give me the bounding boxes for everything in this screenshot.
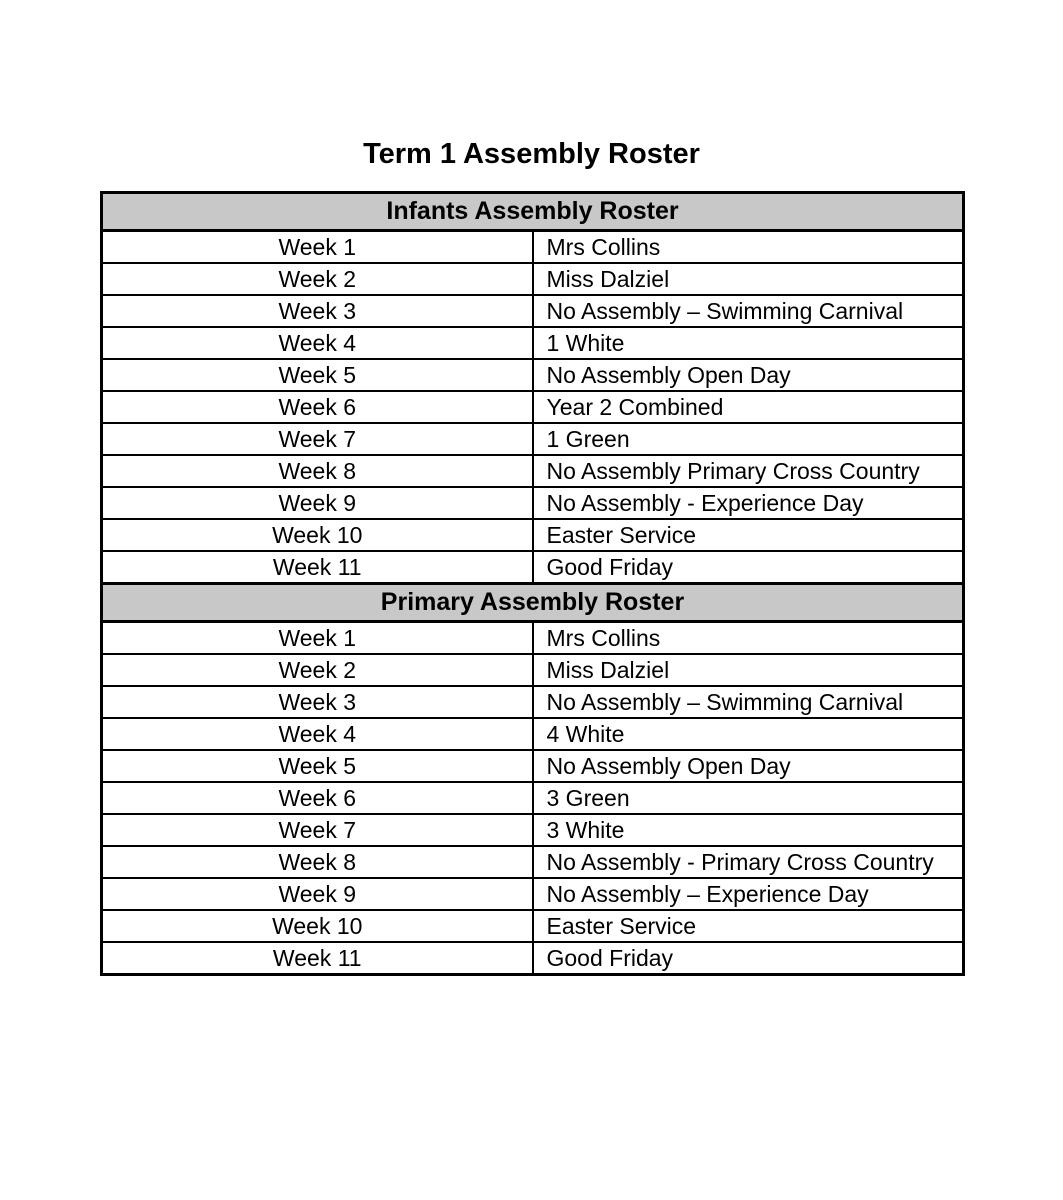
table-row	[102, 846, 964, 878]
week-cell: Week 10	[102, 519, 533, 551]
event-cell: Easter Service	[533, 519, 964, 551]
week-cell: Week 5	[102, 750, 533, 782]
event-cell: Year 2 Combined	[533, 391, 964, 423]
event-cell: 1 White	[533, 327, 964, 359]
event-cell: No Assembly - Experience Day	[533, 487, 964, 519]
table-row	[102, 551, 964, 584]
event-cell: Mrs Collins	[533, 231, 964, 264]
week-cell: Week 11	[102, 551, 533, 584]
table-row	[102, 359, 964, 391]
event-cell: 4 White	[533, 718, 964, 750]
week-cell: Week 8	[102, 846, 533, 878]
table-row	[102, 654, 964, 686]
table-row	[102, 942, 964, 975]
week-cell: Week 3	[102, 295, 533, 327]
event-cell: No Assembly Open Day	[533, 359, 964, 391]
table-row	[102, 423, 964, 455]
event-cell: No Assembly – Experience Day	[533, 878, 964, 910]
section-heading: Primary Assembly Roster	[102, 584, 964, 622]
table-row	[102, 231, 964, 264]
event-cell: Miss Dalziel	[533, 654, 964, 686]
page-title: Term 1 Assembly Roster	[363, 138, 700, 170]
table-row	[102, 718, 964, 750]
table-row	[102, 750, 964, 782]
table-row	[102, 782, 964, 814]
week-cell: Week 3	[102, 686, 533, 718]
week-cell: Week 6	[102, 391, 533, 423]
week-cell: Week 2	[102, 263, 533, 295]
event-cell: No Assembly Open Day	[533, 750, 964, 782]
section-header-row	[102, 584, 964, 622]
event-cell: Good Friday	[533, 942, 964, 975]
event-cell: 1 Green	[533, 423, 964, 455]
week-cell: Week 5	[102, 359, 533, 391]
event-cell: No Assembly Primary Cross Country	[533, 455, 964, 487]
assembly-roster-table	[100, 191, 965, 976]
event-cell: Easter Service	[533, 910, 964, 942]
table-row	[102, 327, 964, 359]
week-cell: Week 9	[102, 487, 533, 519]
event-cell: No Assembly – Swimming Carnival	[533, 295, 964, 327]
table-row	[102, 487, 964, 519]
week-cell: Week 4	[102, 718, 533, 750]
week-cell: Week 9	[102, 878, 533, 910]
week-cell: Week 1	[102, 622, 533, 655]
table-row	[102, 878, 964, 910]
event-cell: No Assembly - Primary Cross Country	[533, 846, 964, 878]
table-row	[102, 910, 964, 942]
week-cell: Week 2	[102, 654, 533, 686]
week-cell: Week 7	[102, 423, 533, 455]
week-cell: Week 8	[102, 455, 533, 487]
event-cell: 3 Green	[533, 782, 964, 814]
event-cell: Miss Dalziel	[533, 263, 964, 295]
week-cell: Week 6	[102, 782, 533, 814]
table-row	[102, 263, 964, 295]
event-cell: No Assembly – Swimming Carnival	[533, 686, 964, 718]
week-cell: Week 1	[102, 231, 533, 264]
table-row	[102, 622, 964, 655]
section-header-row	[102, 193, 964, 231]
week-cell: Week 11	[102, 942, 533, 975]
section-heading: Infants Assembly Roster	[102, 193, 964, 231]
table-row	[102, 455, 964, 487]
table-row	[102, 295, 964, 327]
table-row	[102, 686, 964, 718]
event-cell: 3 White	[533, 814, 964, 846]
week-cell: Week 4	[102, 327, 533, 359]
event-cell: Mrs Collins	[533, 622, 964, 655]
table-row	[102, 391, 964, 423]
roster-body	[102, 193, 964, 975]
table-row	[102, 814, 964, 846]
event-cell: Good Friday	[533, 551, 964, 584]
table-row	[102, 519, 964, 551]
week-cell: Week 10	[102, 910, 533, 942]
week-cell: Week 7	[102, 814, 533, 846]
